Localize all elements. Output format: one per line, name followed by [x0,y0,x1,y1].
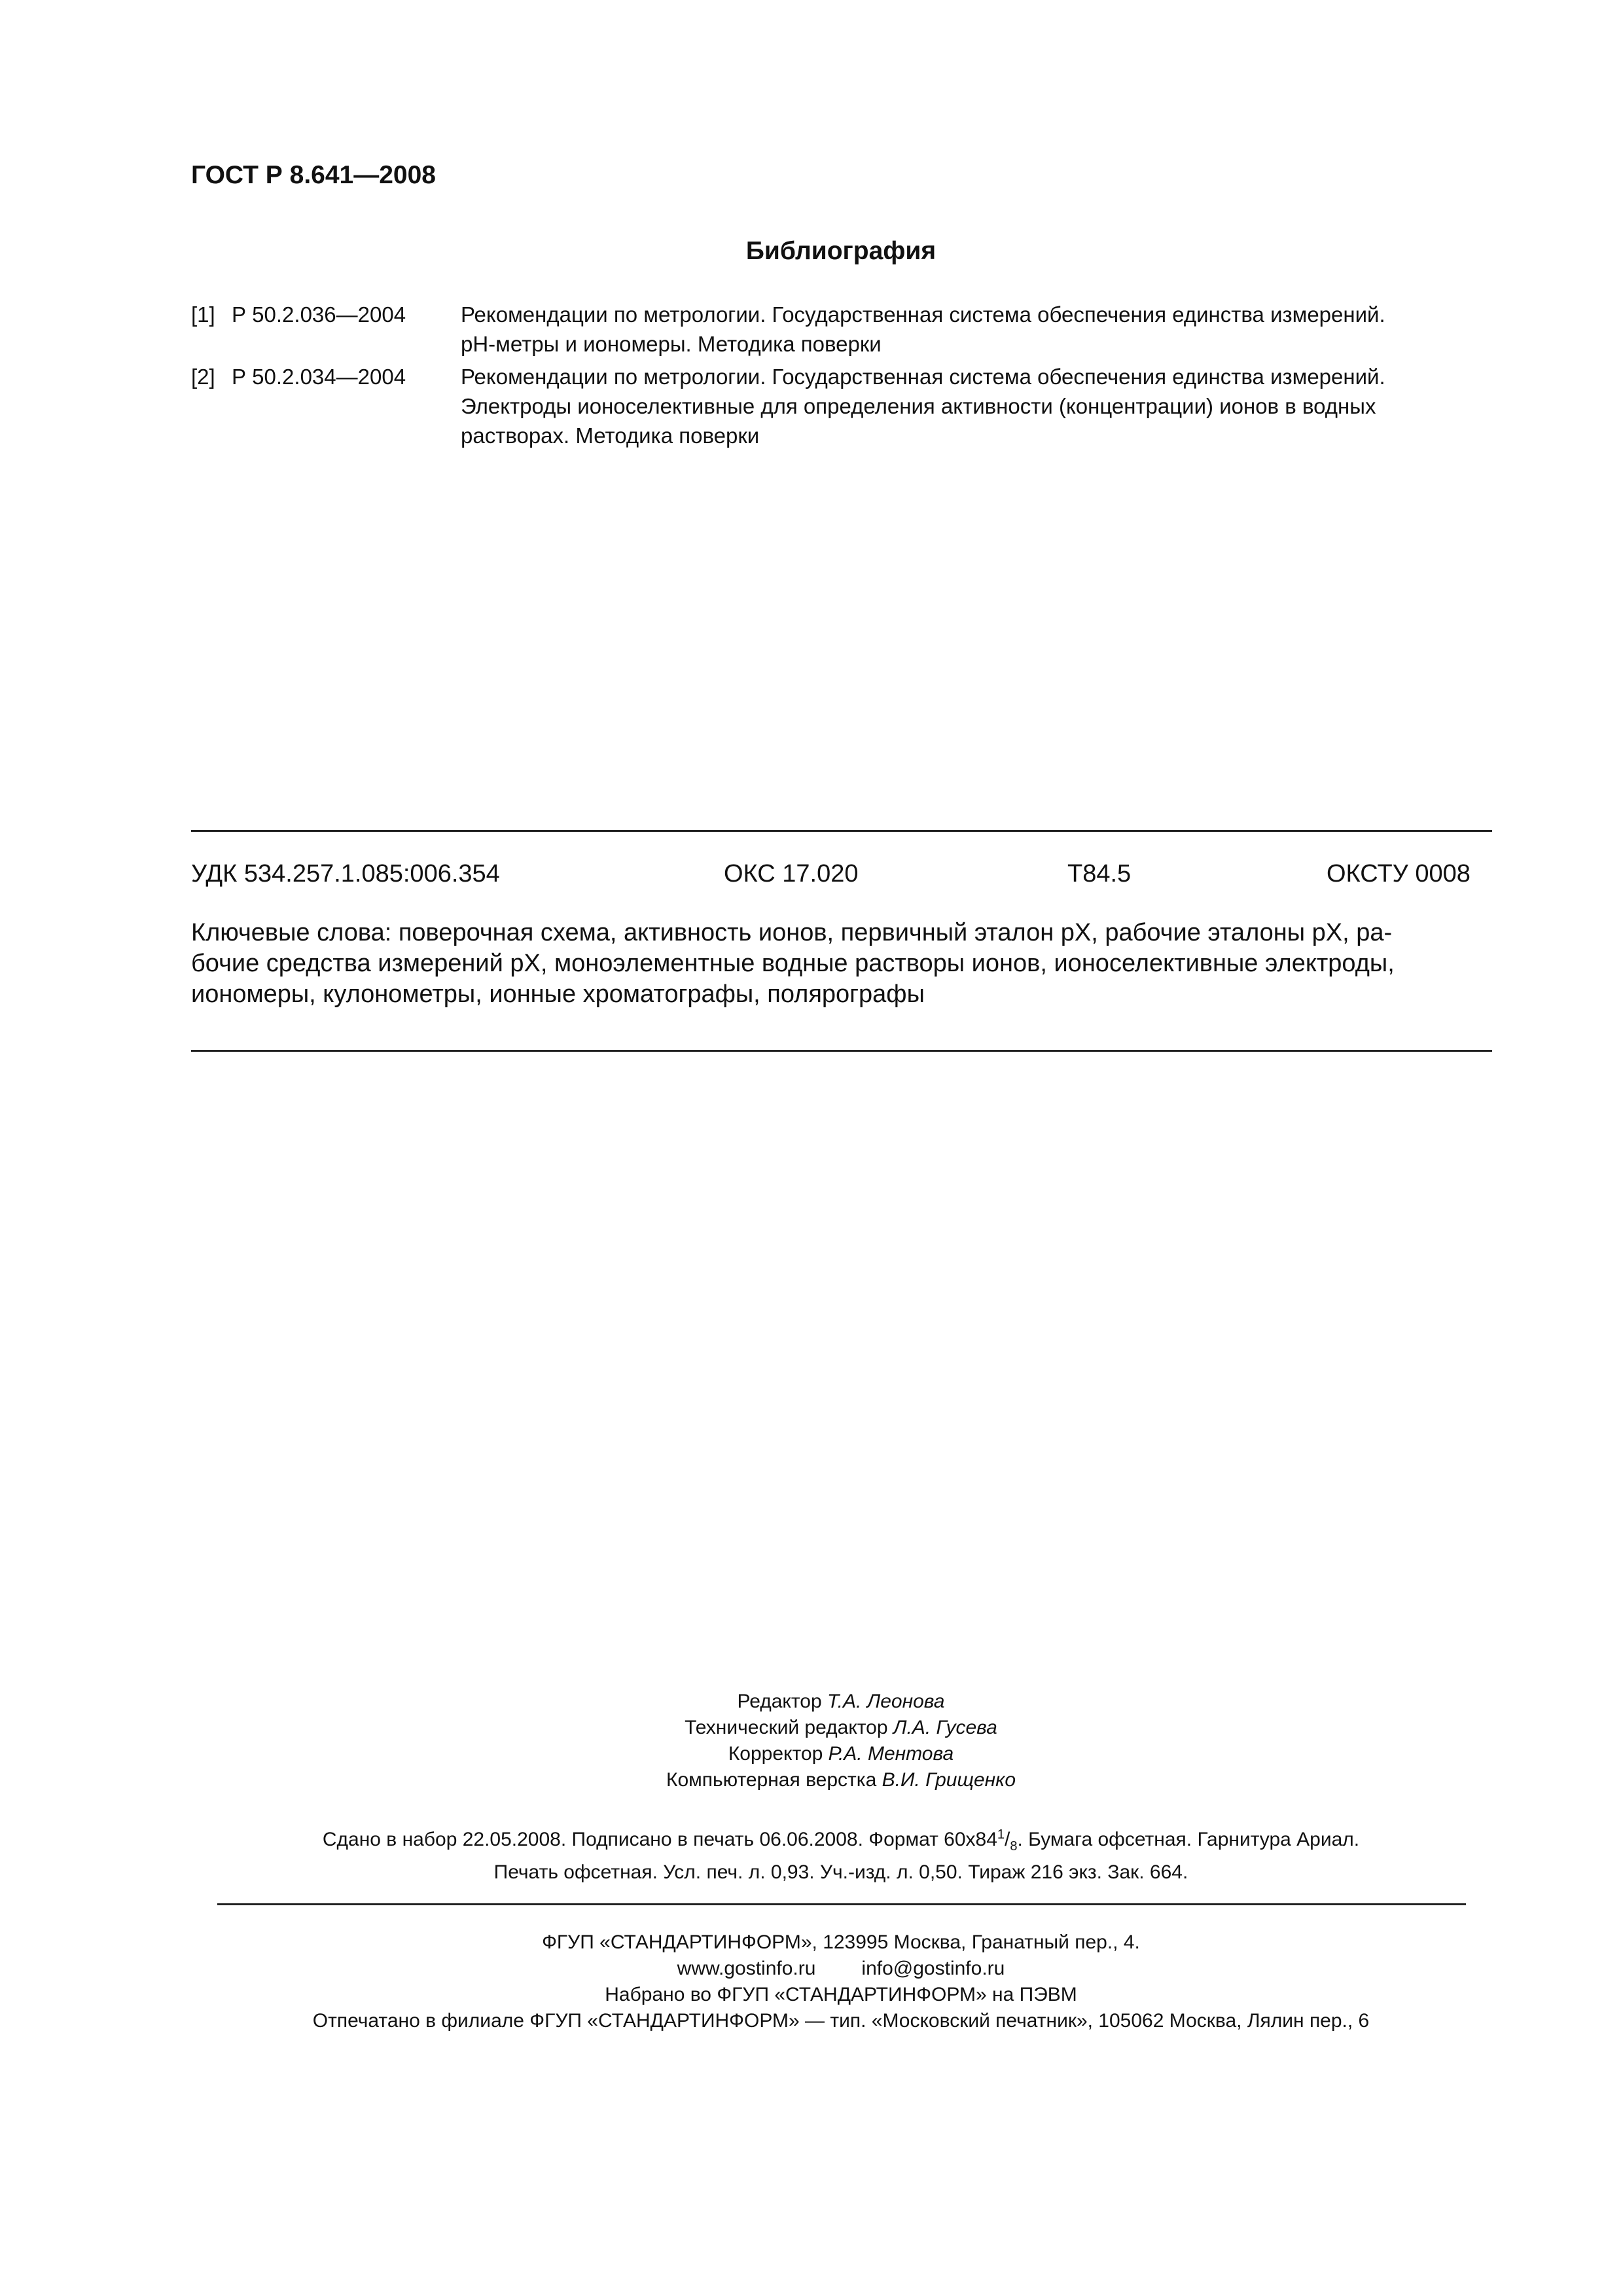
document-id: ГОСТ Р 8.641—2008 [191,161,436,189]
credit-label: Корректор [728,1743,823,1765]
entry-text-line: Рекомендации по метрологии. Государственная система обеспечения единства измерений. [461,302,1385,327]
credit-label: Технический редактор [685,1717,888,1738]
format-fraction-numerator: 1 [997,1827,1005,1842]
entry-text [461,362,1500,450]
divider-rule [191,830,1492,832]
oks-code: ОКС 17.020 [724,860,859,888]
t-code: Т84.5 [1067,860,1132,888]
publisher-block [0,1929,1623,2034]
entry-text [461,300,1500,359]
print-info-line: Сдано в набор 22.05.2008. Подписано в печать 06.06.2008. Формат $60x84^1/_8$. Бумага офсетная. Гарнитура Ариал. [322,1827,1360,1854]
credit-name: Т.А. Леонова [827,1691,945,1712]
credits-block [0,1689,1623,1793]
udk-code: УДК 534.257.1.085:006.354 [191,860,500,888]
print-info-text: Сдано в набор 22.05.2008. Подписано в печать 06.06.2008. Формат 60x84 [322,1829,997,1850]
credit-name: Р.А. Ментова [828,1743,954,1765]
credit-name: Л.А. Гусева [893,1717,997,1738]
email-link[interactable]: info@gostinfo.ru [861,1958,1005,1979]
entry-code: Р 50.2.034—2004 [232,365,406,389]
keywords-paragraph [191,918,1492,1010]
keywords-line: Ключевые слова: поверочная схема, активность ионов, первичный эталон pX, рабочие эталоны pX, ра- [191,919,1393,946]
entry-text-line: растворах. Методика поверки [461,423,760,448]
credit-editor [0,1689,1623,1715]
entry-number: [2] [191,365,215,389]
credit-label: Редактор [737,1691,822,1712]
divider-rule [191,1050,1492,1052]
entry-text-line: Рекомендации по метрологии. Государственная система обеспечения единства измерений. [461,365,1385,389]
website-link[interactable]: www.gostinfo.ru [677,1958,816,1979]
okstu-code: ОКСТУ 0008 [1327,860,1471,888]
credit-label: Компьютерная верстка [666,1769,877,1791]
publisher-contacts [0,1956,1623,1982]
bibliography-title: Библиография [745,237,936,265]
publisher-printed: Отпечатано в филиале ФГУП «СТАНДАРТИНФОРМ» — тип. «Московский печатник», 105062 Москва, Лялин пер., 6 [312,2010,1370,2032]
keywords-line: иономеры, кулонометры, ионные хроматографы, полярографы [191,980,925,1008]
entry-text-line: Электроды ионоселективные для определения активности (концентрации) ионов в водных [461,394,1376,418]
publisher-typeset: Набрано во ФГУП «СТАНДАРТИНФОРМ» на ПЭВМ [605,1984,1077,2005]
print-info-text: . Бумага офсетная. Гарнитура Ариал. [1017,1829,1360,1850]
divider-rule [217,1903,1466,1905]
credit-corrector [0,1741,1623,1767]
credit-layout [0,1767,1623,1793]
credit-name: В.И. Грищенко [882,1769,1016,1791]
entry-text-line: pH-метры и иономеры. Методика поверки [461,332,882,356]
keywords-line: бочие средства измерений pX, моноэлементные водные растворы ионов, ионоселективные электроды, [191,950,1395,977]
entry-code: Р 50.2.036—2004 [232,302,406,327]
print-info [0,1821,1623,1886]
format-fraction-denominator: 8 [1010,1839,1018,1854]
entry-number: [1] [191,302,215,327]
print-info-line: Печать офсетная. Усл. печ. л. 0,93. Уч.-изд. л. 0,50. Тираж 216 экз. Зак. 664. [493,1861,1188,1883]
publisher-address: ФГУП «СТАНДАРТИНФОРМ», 123995 Москва, Гранатный пер., 4. [542,1931,1140,1953]
credit-tech-editor [0,1715,1623,1741]
